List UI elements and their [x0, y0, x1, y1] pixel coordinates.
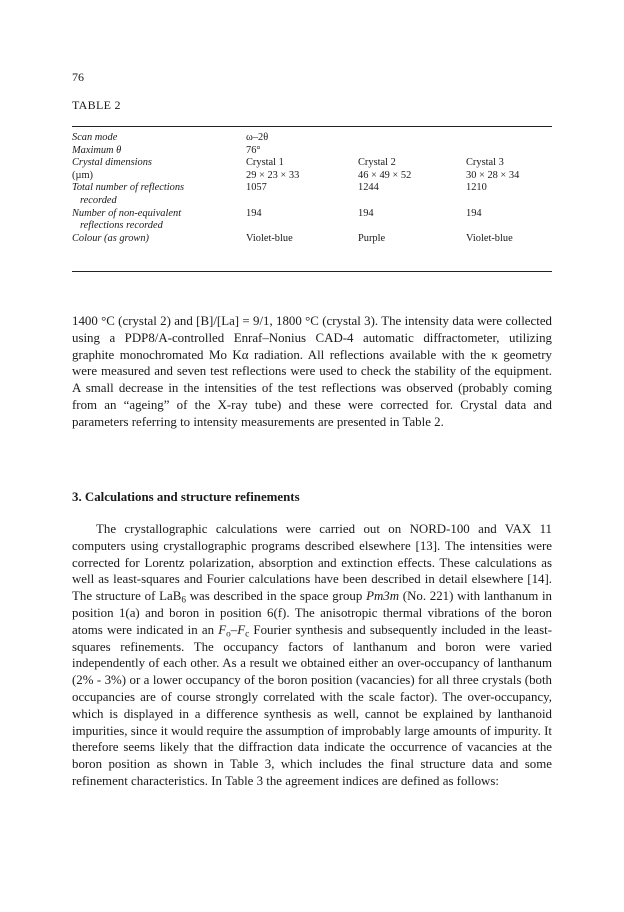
table-row	[72, 208, 552, 221]
formula-base: LaB	[159, 589, 182, 604]
table-cell	[466, 195, 552, 208]
table-cell: 29 × 23 × 33	[246, 169, 300, 181]
table-row	[72, 182, 552, 195]
table-cell: 30 × 28 × 34	[466, 169, 520, 181]
table-row	[72, 233, 552, 246]
table-cell	[358, 132, 466, 145]
table-cell: Violet-blue	[246, 232, 293, 244]
table-cell: 194	[246, 207, 262, 219]
symbol-subscript: o	[226, 629, 231, 640]
page-number: 76	[72, 70, 84, 84]
table-cell	[358, 145, 466, 158]
table-row	[72, 170, 552, 183]
table-cell: ω–2θ	[246, 132, 269, 143]
body-paragraph	[72, 521, 552, 790]
row-label	[72, 170, 246, 183]
table-cell: 1210	[466, 182, 487, 194]
section-heading: 3. Calculations and structure refinements	[72, 490, 300, 504]
table-cell: Crystal 2	[358, 157, 396, 169]
table-row	[72, 220, 552, 233]
table-cell	[466, 145, 552, 158]
text-run: was described in the space group	[185, 589, 367, 604]
table-cell	[466, 132, 552, 145]
table-cell: 194	[358, 207, 374, 219]
table-cell: Crystal 3	[466, 157, 504, 169]
table-cell	[246, 220, 358, 233]
table-cell: 1057	[246, 182, 267, 194]
symbol-subscript: c	[245, 629, 250, 640]
row-label	[72, 195, 246, 208]
table-cell	[358, 220, 466, 233]
row-label: Total number of reflections	[72, 182, 185, 194]
row-label-continuation: reflections recorded	[80, 220, 163, 232]
table-cell: 46 × 49 × 52	[358, 169, 412, 181]
row-label: Number of non-equivalent	[72, 207, 182, 219]
symbol-f: F	[237, 622, 246, 637]
table-cell: Violet-blue	[466, 232, 513, 244]
row-label-continuation: recorded	[80, 194, 117, 206]
row-label	[72, 220, 246, 233]
table-cell: 194	[466, 207, 482, 219]
table-top-rule	[72, 126, 552, 127]
table-title: TABLE 2	[72, 98, 121, 112]
table-cell: Purple	[358, 232, 386, 244]
table-row	[72, 145, 552, 158]
text-run: (No. 221) with lanthanum in position 1(a) and boron in position 6(f). The anisotropic thermal vibrations of the boron atoms were indicated in an	[72, 589, 552, 637]
unit-label: (µm)	[72, 169, 93, 181]
table-bottom-rule	[72, 271, 552, 272]
row-label: Scan mode	[72, 132, 118, 143]
table-cell	[358, 195, 466, 208]
row-label: Colour (as grown)	[72, 232, 149, 244]
body-paragraph: 1400 °C (crystal 2) and [B]/[La] = 9/1, 1800 °C (crystal 3). The intensity data were collected using a PDP8/A-controlled Enraf–Nonius CAD-4 automatic diffractometer, utilizing graphite monochromated Mo Kα radiation. All reflections available with the κ geometry were measured and seven test reflections were used to check the stability of the equipment. A small decrease in the intensities of the test reflections was observed (probably coming from an “ageing” of the X-ray tube) and these were corrected for. Crystal data and parameters referring to intensity measurements are presented in Table 2.	[72, 314, 552, 429]
row-label: Crystal dimensions	[72, 157, 152, 169]
symbol-dash: –	[230, 622, 238, 637]
formula-subscript: 6	[181, 595, 186, 606]
row-label: Maximum θ	[72, 144, 122, 156]
text-run: The crystallographic calculations were carried out on NORD-100 and VAX 11 computers using crystallographic programs described elsewhere [13]. The intensities were corrected for Lorentz polarization, absorption and extinction effects. These calculations as well as least-squares and Fourier calculations have been described in detail elsewhere [14]. The structure of	[72, 522, 552, 604]
table-cell: 76°	[246, 144, 261, 156]
table-cell	[246, 195, 358, 208]
table-row	[72, 157, 552, 170]
symbol-f: F	[218, 622, 227, 637]
space-group: Pm3m	[366, 589, 400, 604]
table-cell: Crystal 1	[246, 157, 284, 169]
crystal-data-table	[72, 132, 552, 245]
table-row	[72, 132, 552, 145]
chemical-formula	[159, 589, 186, 606]
text-run: Fourier synthesis and subsequently included in the least-squares refinements. The occupancy factors of lanthanum and boron were varied independently of each other. As a result we obtained either an over-occupancy of lanthanum (2% - 3%) or a lower occupancy of the boron position (vacancies) for all three crystals (both occupancies are of course strongly correlated with the scale factor). The over-occupancy, which is displayed in a difference synthesis as well, cannot be explained by lanthanoid impurities, since it would require the assumption of improbably large amounts of impurity. It therefore seems likely that the diffraction data indicate the occurrence of vacancies at the boron position as shown in Table 3, which includes the final structure data and some refinement characteristics. In Table 3 the agreement indices are defined as follows:	[72, 622, 552, 788]
table-cell: 1244	[358, 182, 379, 194]
table-cell	[466, 220, 552, 233]
table-row	[72, 195, 552, 208]
